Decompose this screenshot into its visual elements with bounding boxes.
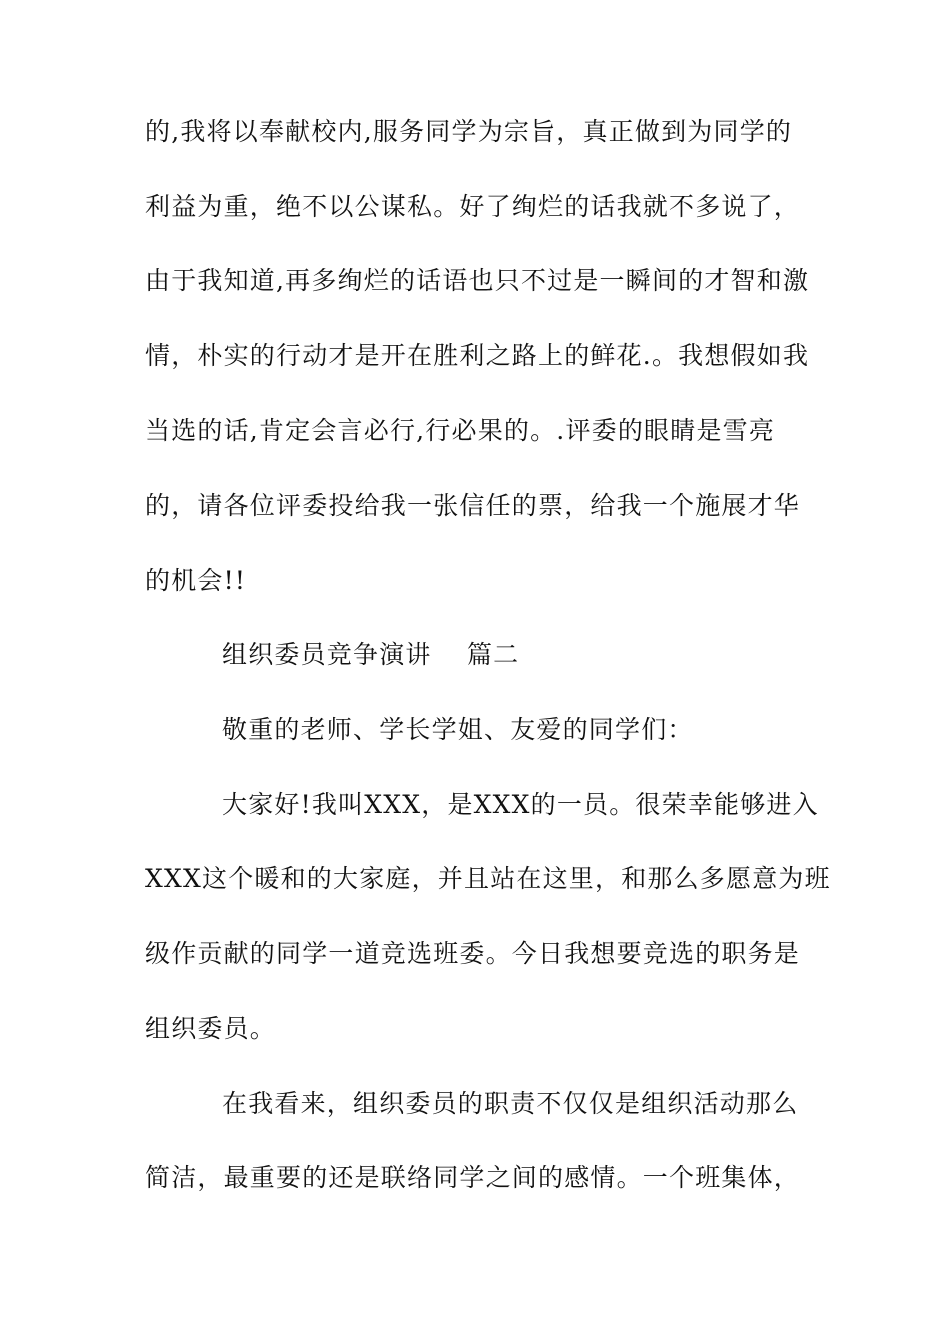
paragraph-line: XXX这个暖和的大家庭，并且站在这里，和那么多愿意为班 [145, 864, 831, 893]
paragraph-line: 级作贡献的同学一道竞选班委。今日我想要竞选的职务是 [145, 939, 801, 968]
paragraph-line: 组织委员。 [145, 1014, 277, 1043]
paragraph-line: 情，朴实的行动才是开在胜利之路上的鲜花.。我想假如我 [145, 341, 810, 370]
paragraph-line: 大家好!我叫XXX，是XXX的一员。很荣幸能够进入 [222, 790, 819, 819]
section-heading: 组织委员竞争演讲 篇二 [222, 640, 520, 669]
salutation: 敬重的老师、学长学姐、友爱的同学们： [222, 715, 694, 744]
paragraph-line: 在我看来，组织委员的职责不仅仅是组织活动那么 [222, 1089, 799, 1118]
paragraph-line: 当选的话,肯定会言必行,行必果的。.评委的眼睛是雪亮 [145, 416, 776, 445]
paragraph-line: 的，请各位评委投给我一张信任的票，给我一个施展才华 [145, 491, 801, 520]
paragraph-line: 由于我知道,再多绚烂的话语也只不过是一瞬间的才智和激 [145, 266, 810, 295]
paragraph-line: 简洁，最重要的还是联络同学之间的感情。一个班集体， [145, 1163, 801, 1192]
paragraph-line: 的机会!! [145, 566, 247, 595]
paragraph-line: 利益为重，绝不以公谋私。好了绚烂的话我就不多说了， [145, 192, 801, 221]
paragraph-line: 的,我将以奉献校内,服务同学为宗旨，真正做到为同学的 [145, 117, 793, 146]
